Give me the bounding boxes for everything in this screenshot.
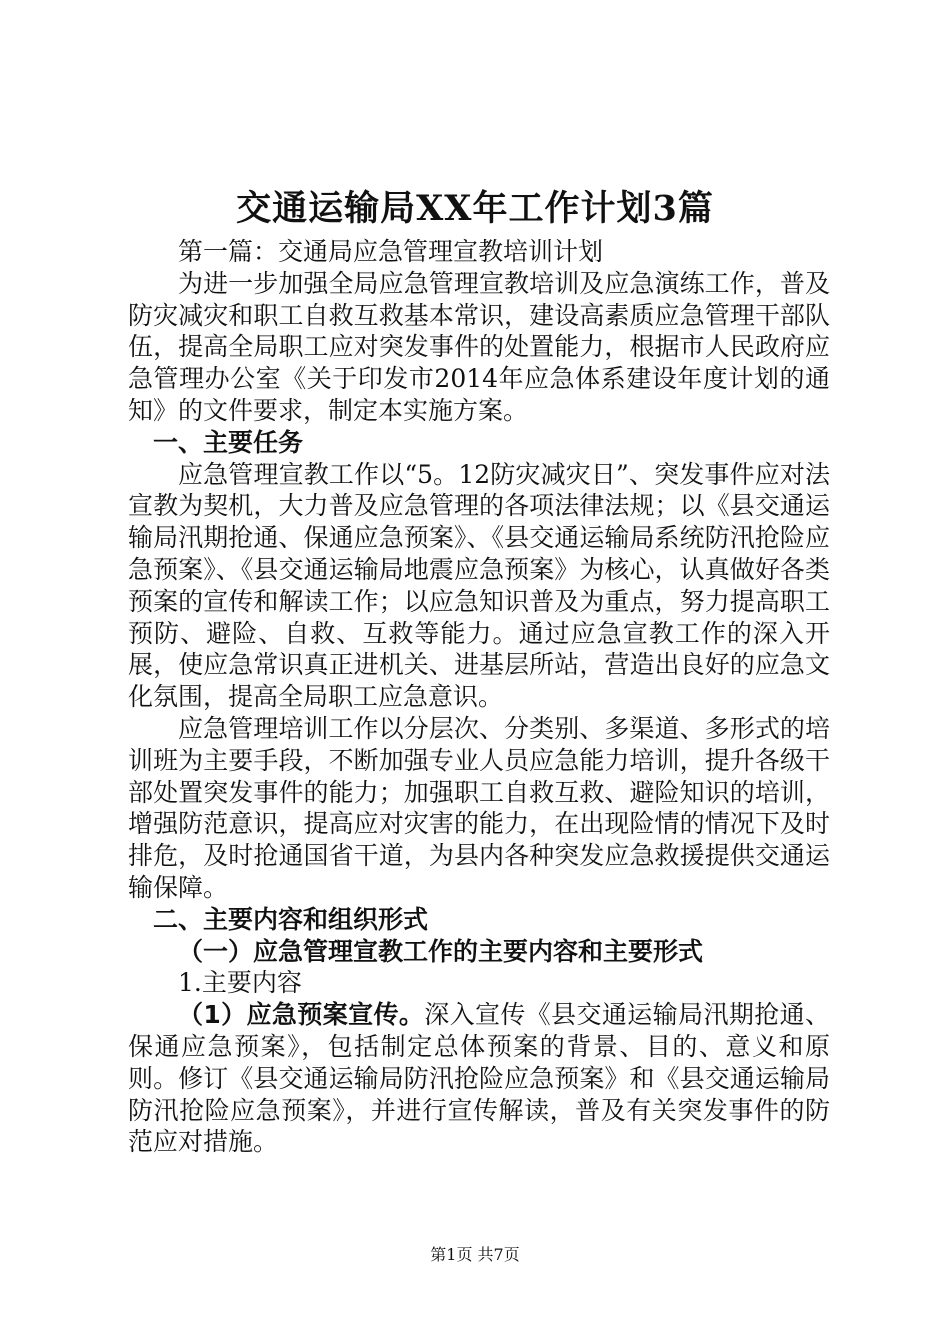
heading-education-content: （一）应急管理宣教工作的主要内容和主要形式	[178, 936, 704, 966]
document-title: 交通运输局XX年工作计划3篇	[236, 188, 714, 229]
task-paragraph-1: 应急管理宣教工作以“5。12防灾减灾日”、突发事件应对法宣教为契机，大力普及应急管理的各项法律法规；以《县交通运输局汛期抢通、保通应急预案》、《县交通运输局系统防汛抢险应急预案》、《县交通运输局地震应急预案》为核心，认真做好各类预案的宣传和解读工作；以应急知识普及为重点，努力提高职工预防、避险、自救、互救等能力。通过应急宣教工作的深入开展，使应急常识真正进机关、进基层所站，营造出良好的应急文化氛围，提高全局职工应急意识。	[128, 459, 830, 712]
item-main-content-title: 1.主要内容	[178, 968, 302, 998]
section-title: 第一篇：交通局应急管理宣教培训计划	[178, 237, 604, 266]
task-paragraph-2: 应急管理培训工作以分层次、分类别、多渠道、多形式的培训班为主要手段，不断加强专业人员应急能力培训，提升各级干部处置突发事件的能力；加强职工自救互救、避险知识的培训，增强防范意识，提高应对灾害的能力，在出现险情的情况下及时排危，及时抢通国省干道，为县内各种突发应急救援提供交通运输保障。	[128, 713, 830, 902]
heading-main-tasks: 一、主要任务	[153, 427, 304, 457]
item-plan-publicity	[128, 999, 830, 1158]
item-plan-publicity-label: （1）应急预案宣传。	[178, 1000, 425, 1030]
page-number-footer: 第1页 共7页	[430, 1245, 520, 1264]
item-plan-publicity-text: 深入宣传《县交通运输局汛期抢通、保通应急预案》，包括制定总体预案的背景、目的、意义和原则。修订《县交通运输局防汛抢险应急预案》和《县交通运输局防汛抢险应急预案》，并进行宣传解读，普及有关突发事件的防范应对措施。	[128, 1000, 830, 1157]
intro-paragraph: 为进一步加强全局应急管理宣教培训及应急演练工作，普及防灾减灾和职工自救互救基本常识，建设高素质应急管理干部队伍，提高全局职工应对突发事件的处置能力，根据市人民政府应急管理办公室《关于印发市2014年应急体系建设年度计划的通知》的文件要求，制定本实施方案。	[128, 268, 830, 425]
document-body	[128, 236, 830, 1158]
heading-content-and-form: 二、主要内容和组织形式	[153, 904, 429, 934]
